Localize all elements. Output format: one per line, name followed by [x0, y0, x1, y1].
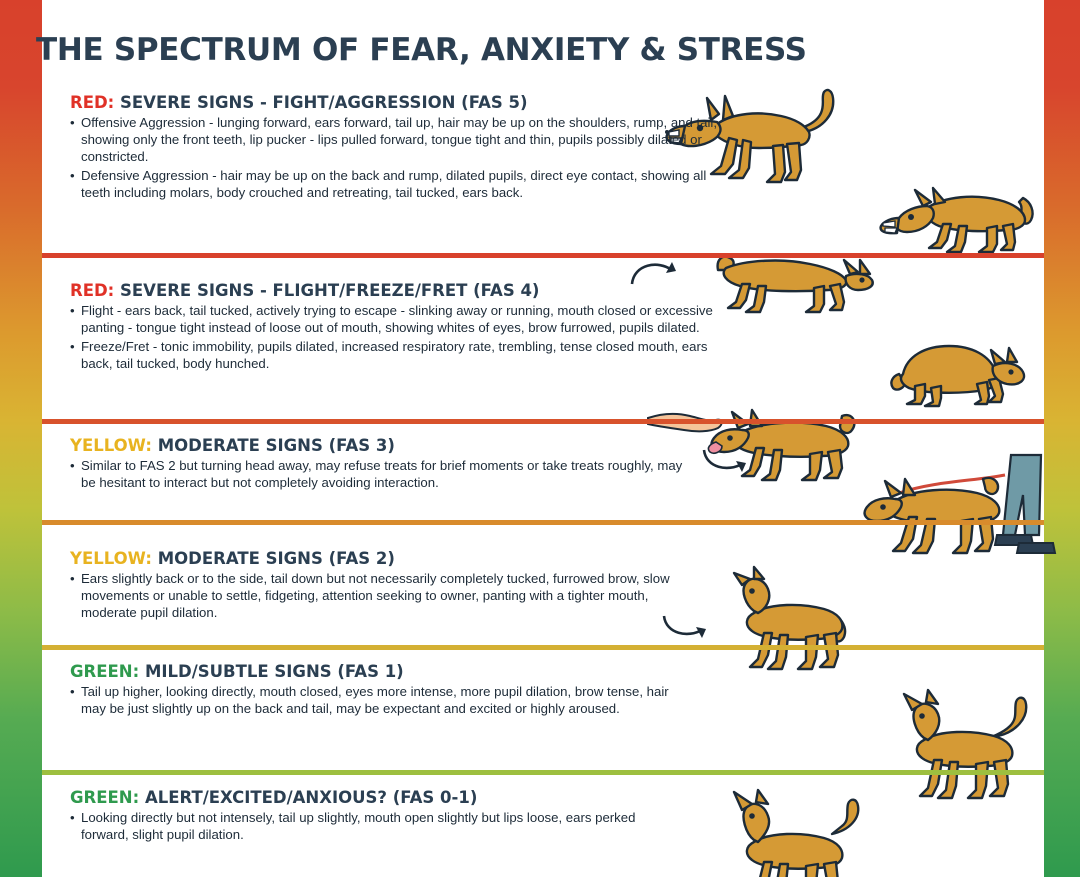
section-6-heading [70, 788, 660, 807]
section-3-title: MODERATE SIGNS (FAS 3) [151, 436, 395, 455]
section-5-heading [70, 662, 695, 681]
section-1-bullets [70, 115, 730, 201]
section-4-bullets [70, 571, 670, 622]
section-3 [70, 436, 690, 494]
section-2-heading [70, 281, 725, 300]
dog-ears-back-standing [712, 565, 862, 670]
list-item: • Similar to FAS 2 but turning head away, may refuse treats for brief moments or take treats roughly, may be hesitant to interact but not completely avoiding interaction. [70, 458, 690, 492]
list-item: • Flight - ears back, tail tucked, actively trying to escape - slinking away or running, mouth closed or excessive panting - tongue tight instead of loose out of mouth, showing whites of eyes, brow furrowed, pupils dilated. [70, 303, 725, 337]
section-1-tag: RED: [70, 93, 115, 112]
section-1-heading [70, 93, 730, 112]
dog-defensive-crouched [875, 168, 1040, 258]
section-2-bullets [70, 303, 725, 373]
arrow-head-turn-icon [700, 444, 748, 481]
section-4-title: MODERATE SIGNS (FAS 2) [151, 549, 395, 568]
section-3-bullets [70, 458, 690, 492]
section-1-title: SEVERE SIGNS - FIGHT/AGGRESSION (FAS 5) [114, 93, 528, 112]
section-rule-2 [42, 419, 1044, 424]
section-3-tag: YELLOW: [70, 436, 152, 455]
list-item: • Tail up higher, looking directly, mouth closed, eyes more intense, more pupil dilation, brow tense, hair may be just slightly up on the back and tail, may be expectant and excited or highly aroused. [70, 684, 695, 718]
dog-excited-perked-ears [708, 790, 868, 877]
list-item: • Offensive Aggression - lunging forward, ears forward, tail up, hair may be up on the shoulders, rump, and tail, showing only the front teeth, lip pucker - lips pulled forward, tongue tight and thin, pupils possibly dilated or constricted. [70, 115, 730, 166]
section-6 [70, 788, 660, 846]
section-2 [70, 281, 725, 375]
page-title: THE SPECTRUM OF FEAR, ANXIETY & STRESS [36, 32, 807, 68]
section-2-tag: RED: [70, 281, 115, 300]
list-item: • Ears slightly back or to the side, tail down but not necessarily completely tucked, furrowed brow, slow movements or unable to settle, fidgeting, attention seeking to owner, panting with a tighter mouth, moderate pupil dilation. [70, 571, 670, 622]
list-item: • Freeze/Fret - tonic immobility, pupils dilated, increased respiratory rate, trembling, tense closed mouth, ears back, tail tucked, body hunched. [70, 339, 725, 373]
section-1 [70, 93, 730, 203]
section-6-tag: GREEN: [70, 788, 140, 807]
list-item: • Defensive Aggression - hair may be up on the back and rump, dilated pupils, direct eye contact, showing all teeth including molars, body crouched and retreating, tail tucked, ears back. [70, 168, 730, 202]
section-5 [70, 662, 695, 720]
section-3-heading [70, 436, 690, 455]
section-rule-1 [42, 253, 1044, 258]
section-rule-4 [42, 645, 1044, 650]
section-4 [70, 549, 670, 624]
section-rule-3 [42, 520, 1044, 525]
section-6-title: ALERT/EXCITED/ANXIOUS? (FAS 0-1) [139, 788, 478, 807]
dog-hunched-freeze [885, 330, 1035, 410]
section-5-bullets [70, 684, 695, 718]
list-item: • Looking directly but not intensely, tail up slightly, mouth open slightly but lips loose, ears perked forward, slight pupil dilation. [70, 810, 660, 844]
section-2-title: SEVERE SIGNS - FLIGHT/FREEZE/FRET (FAS 4) [114, 281, 540, 300]
section-4-heading [70, 549, 670, 568]
section-5-title: MILD/SUBTLE SIGNS (FAS 1) [139, 662, 404, 681]
dog-alert-tail-up [880, 690, 1035, 805]
section-5-tag: GREEN: [70, 662, 140, 681]
section-rule-5 [42, 770, 1044, 775]
section-6-bullets [70, 810, 660, 844]
section-4-tag: YELLOW: [70, 549, 152, 568]
